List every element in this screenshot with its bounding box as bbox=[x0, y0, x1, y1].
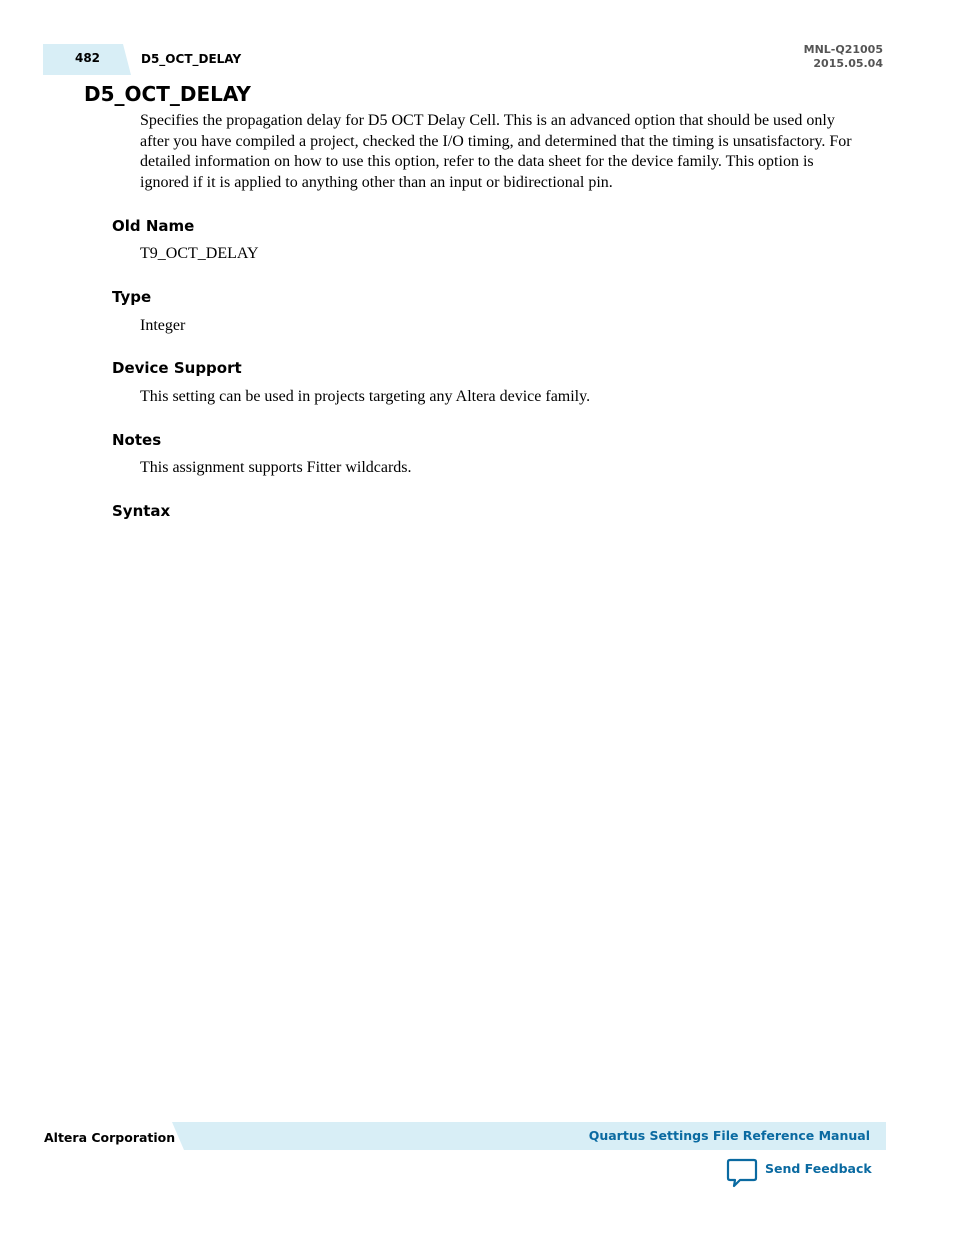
page-title: D5_OCT_DELAY bbox=[84, 82, 251, 106]
description-paragraph: Specifies the propagation delay for D5 OCT Delay Cell. This is an advanced option that should be used only after you have compiled a project, checked the I/O timing, and determined that the timing is unsatisfactory. For detailed information on how to use this option, refer to the data sheet for the device family. This option is ignored if it is applied to anything other than an input or bidirectional pin. bbox=[140, 112, 852, 191]
notes-heading: Notes bbox=[112, 431, 162, 449]
document-id: MNL-Q21005 bbox=[803, 43, 883, 56]
device-support-text: This setting can be used in projects targeting any Altera device family. bbox=[140, 388, 591, 405]
send-feedback-link[interactable] bbox=[726, 1158, 872, 1188]
send-feedback-label: Send Feedback bbox=[765, 1161, 872, 1176]
page-number: 482 bbox=[74, 51, 101, 65]
notes-text: This assignment supports Fitter wildcards. bbox=[140, 459, 412, 476]
syntax-heading: Syntax bbox=[112, 502, 171, 520]
company-name: Altera Corporation bbox=[44, 1130, 176, 1145]
document-date: 2015.05.04 bbox=[813, 57, 883, 70]
document-id-block bbox=[804, 43, 883, 71]
speech-bubble-icon bbox=[726, 1158, 758, 1188]
old-name-value: T9_OCT_DELAY bbox=[140, 245, 259, 262]
type-heading: Type bbox=[112, 288, 152, 306]
type-value: Integer bbox=[140, 317, 186, 334]
running-header-section: D5_OCT_DELAY bbox=[141, 52, 242, 66]
manual-title-link[interactable]: Quartus Settings File Reference Manual bbox=[588, 1128, 870, 1143]
device-support-heading: Device Support bbox=[112, 359, 242, 377]
old-name-heading: Old Name bbox=[112, 217, 195, 235]
